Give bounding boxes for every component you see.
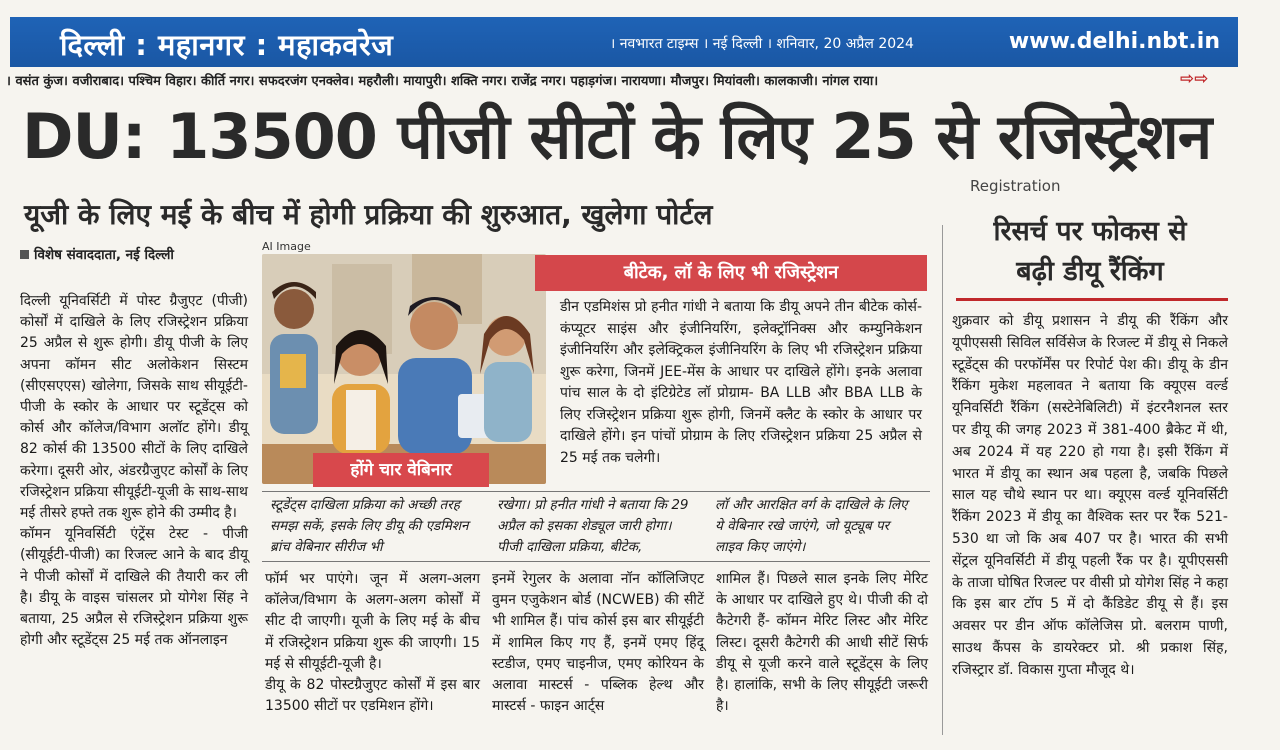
sidebar-title-line-1: रिसर्च पर फोकस से <box>993 216 1187 247</box>
article-column-2: फॉर्म भर पाएंगे। जून में अलग-अलग कॉलेज/विभाग के अलग-अलग कोर्सों में सीट दी जाएगी। यूजी के लिए मई के बीच में रजिस्ट्रेशन प्रक्रिया शुरू की जाएगी। 15 मई से सीयूईटी-यूजी है। डीयू के 82 पोस्टग्रैजुएट कोर्सों में इस बार 13500 सीटों पर एडमिशन होंगे। <box>265 571 480 715</box>
sidebar-title <box>948 212 1232 292</box>
article-column-3: इनमें रेगुलर के अलावा नॉन कॉलिजिएट वुमन एजुकेशन बोर्ड (NCWEB) की सीटें भी शामिल हैं। पांच कोर्स इस बार सीयूईटी में शामिल किए गए हैं, इनमें एमए हिंदू स्टडीज, एमए चाइनीज, एमए कोरियन के अलावा मास्टर्स - पब्लिक हेल्थ और मास्टर्स - फाइन आर्ट्स <box>492 571 704 715</box>
localities-strip <box>0 69 1280 91</box>
headline: DU: 13500 पीजी सीटों के लिए 25 से रजिस्ट्रेशन <box>22 100 1212 173</box>
webinar-text-3: लॉ और आरक्षित वर्ग के दाखिले के लिए ये वेबिनार रखे जाएंगे, जो यूट्यूब पर लाइव किए जाएंगे। <box>715 497 908 555</box>
students-illustration-svg <box>262 254 546 484</box>
image-label: AI Image <box>262 240 311 253</box>
subheadline: यूजी के लिए मई के बीच में होगी प्रक्रिया की शुरुआत, खुलेगा पोर्टल <box>24 198 713 231</box>
byline <box>20 245 174 263</box>
webinar-text-2: रखेगा। प्रो हनीत गांधी ने बताया कि 29 अप्रैल को इसका शेड्यूल जारी होगा। पीजी दाखिला प्रक्रिया, बीटेक, <box>497 497 689 555</box>
sidebar-divider <box>942 225 943 735</box>
bullet-square-icon <box>20 250 29 259</box>
btech-law-text: डीन एडमिशंस प्रो हनीत गांधी ने बताया कि डीयू अपने तीन बीटेक कोर्स- कंप्यूटर साइंस और इंजीनियरिंग, इलेक्ट्रॉनिक्स और कम्युनिकेशन इंजीनियरिंग और इलेक्ट्रिकल इंजीनियरिंग के लिए भी रजिस्ट्रेशन प्रक्रिया शुरू करेगा, जिनमें JEE-मेंस के आधार पर दाखिले होंगे। इनके अलावा पांच साल के दो इंटिग्रेटेड लॉ प्रोग्राम- BA LLB और BBA LLB के लिए रजिस्ट्रेशन प्रक्रिया शुरू होगी, जिनमें क्लैट के स्कोर के आधार पर दाखिले होंगे। इन पांचों प्रोग्राम के लिए रजिस्ट्रेशन प्रक्रिया 25 अप्रैल से 25 मई तक चलेगी। <box>560 299 922 466</box>
localities-list: । वसंत कुंज। वजीराबाद। पश्चिम विहार। कीर्ति नगर। सफदरजंग एनक्लेव। महरौली। मायापुरी। शक्ति नगर। राजेंद्र नगर। पहाड़गंज। नारायणा। मौजपुर। मियांवली। कालकाजी। नांगल राया। <box>6 74 879 89</box>
sidebar-title-line-2: बढ़ी डीयू रैंकिंग <box>1016 256 1164 287</box>
italic-top-rule <box>262 491 930 492</box>
italic-bottom-rule <box>262 561 930 562</box>
website-url: www.delhi.nbt.in <box>1008 29 1220 54</box>
sidebar-text: शुक्रवार को डीयू प्रशासन ने डीयू की रैंकिंग और यूपीएससी सिविल सर्विसेज के रिजल्ट में डीयू से निकले स्टूडेंट्स की परफॉर्मेंस पर रिपोर्ट पेश की। डीयू के डीन रैंकिंग मुकेश महलावत ने बताया कि क्यूएस वर्ल्ड यूनिवर्सिटी रैंकिंग (सस्टेनेबिलिटी) में इंटरनैशनल स्तर पर डीयू की जगह 2023 में 381-400 ब्रैकेट में थी, अब 2024 में यह 220 हो गया है। इसी रैंकिंग में भारत में डीयू का स्थान अब पहला है, जबकि पिछले साल यह चौथे स्थान पर था। क्यूएस वर्ल्ड यूनिवर्सिटी रैंकिंग 2023 में डीयू का वैश्विक स्तर पर रैंक 521-530 था जो कि अब 407 पर है। भारत की सभी सेंट्रल यूनिवर्सिटी में डीयू पहली रैंक पर है। यूपीएससी के ताजा घोषित रिजल्ट पर वीसी प्रो योगेश सिंह ने कहा कि इस बार टॉप 5 में दो कैंडिडेट डीयू से हैं। इस अवसर पर डीन ऑफ कॉलेजिस प्रो. बलराम पाणी, साउथ कैंपस के डायरेक्टर प्रो. श्री प्रकाश सिंह, रजिस्ट्रार डॉ. विकास गुप्ता मौजूद थे। <box>952 313 1228 678</box>
article-column-1: दिल्ली यूनिवर्सिटी में पोस्ट ग्रैजुएट (पीजी) कोर्सों में दाखिले के लिए रजिस्ट्रेशन प्रक्रिया 25 अप्रैल से शुरू होगी। डीयू पीजी के लिए अपना कॉमन सीट अलोकेशन सिस्टम (सीएसएएस) खोलेगा, जिसके साथ सीयूईटी-पीजी के स्कोर के आधार पर स्टूडेंट्स को कोर्स और कॉलेज/विभाग अलॉट होंगे। डीयू 82 कोर्स की 13500 सीटों के लिए दाखिले करेगा। दूसरी ओर, अंडरग्रैजुएट कोर्सों के लिए रजिस्ट्रेशन प्रक्रिया सीयूईटी-यूजी के साथ-साथ मई तीसरे हफ्ते तक शुरू होने की उम्मीद है। कॉमन यूनिवर्सिटी एंट्रेंस टेस्ट - पीजी (सीयूईटी-पीजी) का रिजल्ट आने के बाद डीयू ने पीजी कोर्सों में दाखिले की तैयारी कर ली है। डीयू के वाइस चांसलर प्रो योगेश सिंह ने बताया, 25 अप्रैल से रजिस्ट्रेशन प्रक्रिया शुरू होगी और स्टूडेंट्स 25 मई तक ऑनलाइन <box>20 293 248 649</box>
article-column-4: शामिल हैं। पिछले साल इनके लिए मेरिट के आधार पर दाखिले हुए थे। पीजी की दो कैटेगरी हैं- कॉमन मेरिट लिस्ट और मेरिट लिस्ट। दूसरी कैटेगरी की आधी सीटें सिर्फ डीयू से यूजी करने वाले स्टूडेंट्स के लिए है। हालांकि, सभी के लिए सीयूईटी जरूरी है। <box>716 571 928 715</box>
byline-text: विशेष संवाददाता, नई दिल्ली <box>34 247 174 263</box>
section-banner <box>10 17 1238 67</box>
arrow-icons: ⇨⇨ <box>1180 69 1209 89</box>
registration-caption: Registration <box>970 177 1061 195</box>
btech-law-heading-box: बीटेक, लॉ के लिए भी रजिस्ट्रेशन <box>535 255 927 291</box>
section-title: दिल्ली : महानगर : महाकवरेज <box>60 28 394 62</box>
webinar-text-1: स्टूडेंट्स दाखिला प्रक्रिया को अच्छी तरह समझ सकें, इसके लिए डीयू की एडमिशन ब्रांच वेबिनार सीरीज भी <box>270 497 469 555</box>
students-illustration <box>262 254 546 484</box>
webinar-heading-box: होंगे चार वेबिनार <box>313 453 489 487</box>
sidebar-title-rule <box>956 298 1228 301</box>
publication-dateline: । नवभारत टाइम्स । नई दिल्ली । शनिवार, 20 अप्रैल 2024 <box>610 36 914 52</box>
